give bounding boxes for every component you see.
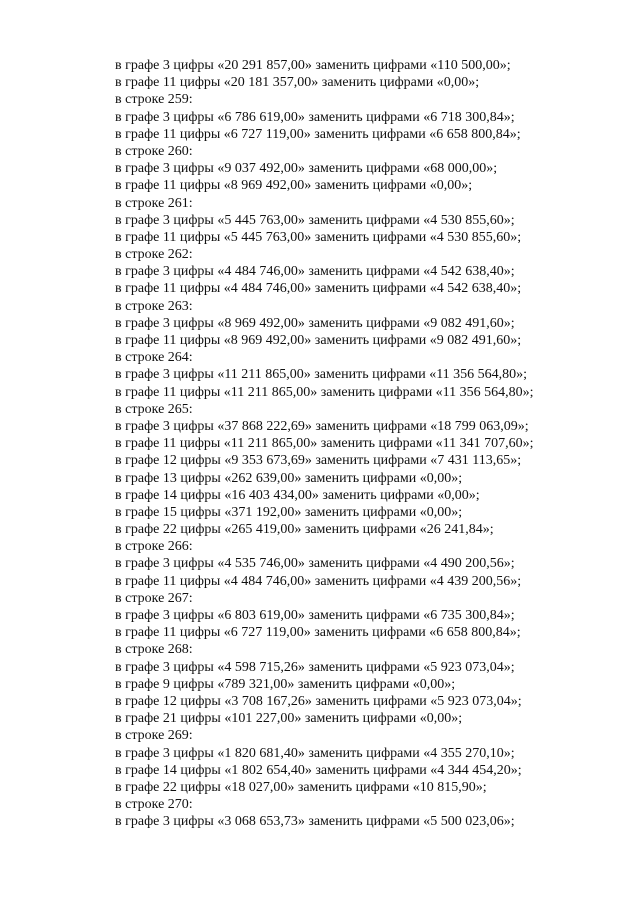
amendment-line: в графе 22 цифры «265 419,00» заменить цифрами «26 241,84»;: [115, 522, 494, 538]
amendment-line: в графе 3 цифры «5 445 763,00» заменить цифрами «4 530 855,60»;: [115, 212, 515, 228]
amendment-line: в графе 3 цифры «3 068 653,73» заменить цифрами «5 500 023,06»;: [115, 814, 515, 830]
amendment-line: в графе 3 цифры «8 969 492,00» заменить цифрами «9 082 491,60»;: [115, 315, 515, 331]
amendment-line: в графе 3 цифры «6 786 619,00» заменить цифрами «6 718 300,84»;: [115, 109, 515, 125]
amendment-line: в графе 3 цифры «11 211 865,00» заменить цифрами «11 356 564,80»;: [115, 367, 528, 383]
amendment-line: в строке 261:: [115, 195, 193, 211]
amendment-line: в строке 264:: [115, 350, 193, 366]
amendment-line: в графе 11 цифры «4 484 746,00» заменить цифрами «4 439 200,56»;: [115, 573, 522, 589]
amendment-line: в графе 11 цифры «6 727 119,00» заменить цифрами «6 658 800,84»;: [115, 625, 521, 641]
amendment-line: в графе 3 цифры «6 803 619,00» заменить цифрами «6 735 300,84»;: [115, 608, 515, 623]
amendment-line: в графе 13 цифры «262 639,00» заменить цифрами «0,00»;: [115, 470, 463, 486]
amendment-line: в графе 14 цифры «16 403 434,00» заменить цифрами «0,00»;: [115, 487, 480, 503]
amendment-line: в строке 262:: [115, 247, 193, 263]
amendment-line: в графе 3 цифры «20 291 857,00» заменить цифрами «110 500,00»;: [115, 58, 511, 73]
amendment-line: в графе 3 цифры «4 598 715,26» заменить цифрами «5 923 073,04»;: [115, 659, 515, 675]
amendment-line: в графе 14 цифры «1 802 654,40» заменить цифрами «4 344 454,20»;: [115, 762, 522, 778]
amendment-line: в строке 259:: [115, 92, 193, 108]
amendment-line: в графе 21 цифры «101 227,00» заменить цифрами «0,00»;: [115, 711, 463, 727]
amendment-line: в строке 267:: [115, 590, 193, 606]
amendment-line: в графе 3 цифры «37 868 222,69» заменить цифрами «18 799 063,09»;: [115, 418, 529, 434]
amendment-line: в графе 11 цифры «11 211 865,00» заменить цифрами «11 341 707,60»;: [115, 436, 534, 452]
amendment-line: в графе 9 цифры «789 321,00» заменить цифрами «0,00»;: [115, 676, 456, 692]
amendment-line: в графе 22 цифры «18 027,00» заменить цифрами «10 815,90»;: [115, 779, 487, 795]
amendment-line: в графе 11 цифры «8 969 492,00» заменить цифрами «9 082 491,60»;: [115, 333, 522, 348]
amendment-text-block: [115, 57, 615, 830]
amendment-line: в графе 12 цифры «3 708 167,26» заменить цифрами «5 923 073,04»;: [115, 693, 522, 709]
amendment-line: в строке 265:: [115, 401, 193, 417]
amendment-line: в графе 3 цифры «1 820 681,40» заменить цифрами «4 355 270,10»;: [115, 745, 515, 761]
amendment-line: в строке 268:: [115, 642, 193, 658]
amendment-line: в графе 3 цифры «9 037 492,00» заменить цифрами «68 000,00»;: [115, 161, 498, 177]
amendment-line: в графе 15 цифры «371 192,00» заменить цифрами «0,00»;: [115, 504, 463, 520]
amendment-line: в строке 260:: [115, 143, 193, 159]
amendment-line: в строке 263:: [115, 298, 193, 314]
amendment-line: в строке 270:: [115, 797, 193, 813]
amendment-line: в графе 12 цифры «9 353 673,69» заменить цифрами «7 431 113,65»;: [115, 453, 522, 469]
amendment-line: в графе 3 цифры «4 484 746,00» заменить цифрами «4 542 638,40»;: [115, 264, 515, 280]
amendment-line: в строке 266:: [115, 539, 193, 555]
amendment-line: в строке 269:: [115, 728, 193, 744]
amendment-line: в графе 11 цифры «8 969 492,00» заменить цифрами «0,00»;: [115, 178, 473, 194]
amendment-line: в графе 3 цифры «4 535 746,00» заменить цифрами «4 490 200,56»;: [115, 556, 515, 572]
amendment-line: в графе 11 цифры «6 727 119,00» заменить цифрами «6 658 800,84»;: [115, 126, 521, 142]
amendment-line: в графе 11 цифры «5 445 763,00» заменить цифрами «4 530 855,60»;: [115, 229, 522, 245]
amendment-line: в графе 11 цифры «20 181 357,00» заменить цифрами «0,00»;: [115, 75, 480, 91]
amendment-line: в графе 11 цифры «11 211 865,00» заменить цифрами «11 356 564,80»;: [115, 384, 534, 400]
amendment-line: в графе 11 цифры «4 484 746,00» заменить цифрами «4 542 638,40»;: [115, 281, 522, 297]
